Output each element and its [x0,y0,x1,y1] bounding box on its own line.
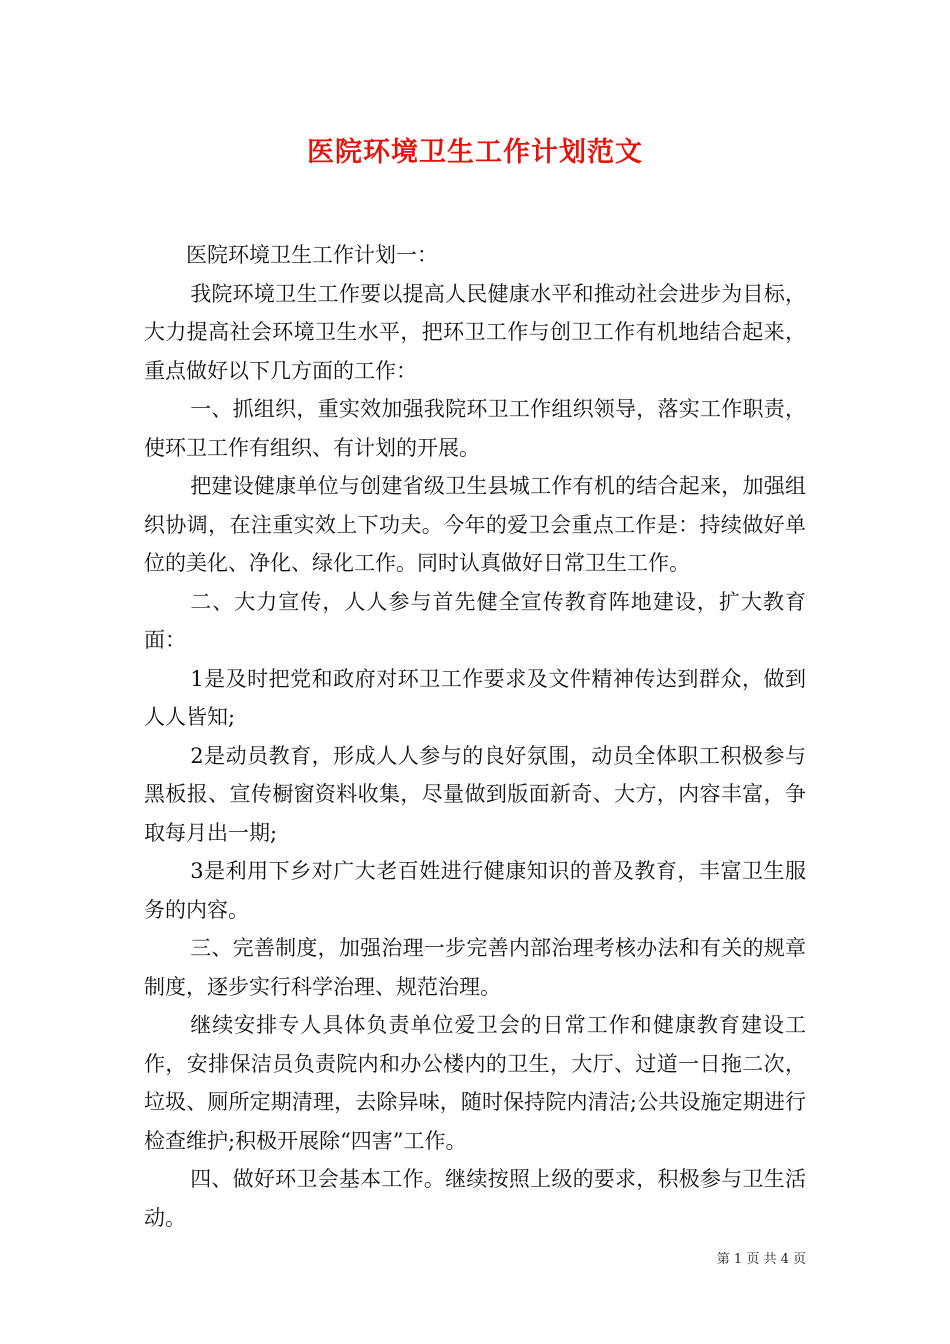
paragraph: 一、抓组织，重实效加强我院环卫工作组织领导，落实工作职责，使环卫工作有组织、有计划的开展。 [144,397,806,460]
paragraph: 继续安排专人具体负责单位爱卫会的日常工作和健康教育建设工作，安排保洁员负责院内和办公楼内的卫生，大厅、过道一日拖二次，垃圾、厕所定期清理，去除异味，随时保持院内清洁;公共设施定期进行检查维护;积极开展除“四害”工作。 [144,1013,806,1153]
paragraph: 医院环境卫生工作计划一： [186,243,438,267]
paragraph: 2是动员教育，形成人人参与的良好氛围，动员全体职工积极参与黑板报、宣传橱窗资料收集，尽量做到版面新奇、大方，内容丰富，争取每月出一期; [144,743,806,845]
paragraph: 3是利用下乡对广大老百姓进行健康知识的普及教育，丰富卫生服务的内容。 [144,859,806,922]
paragraph: 我院环境卫生工作要以提高人民健康水平和推动社会进步为目标，大力提高社会环境卫生水平，把环卫工作与创卫工作有机地结合起来，重点做好以下几方面的工作： [144,281,806,383]
document-title: 医院环境卫生工作计划范文 [307,137,643,168]
paragraph: 四、做好环卫会基本工作。继续按照上级的要求，积极参与卫生活动。 [144,1167,806,1230]
page-number: 第 1 页 共 4 页 [716,1252,806,1267]
paragraph: 二、大力宣传，人人参与首先健全宣传教育阵地建设，扩大教育面： [144,589,806,652]
document-body [144,236,806,1237]
paragraph: 把建设健康单位与创建省级卫生县城工作有机的结合起来，加强组织协调，在注重实效上下功夫。今年的爱卫会重点工作是：持续做好单位的美化、净化、绿化工作。同时认真做好日常卫生工作。 [144,474,806,575]
paragraph: 三、完善制度，加强治理一步完善内部治理考核办法和有关的规章制度，逐步实行科学治理、规范治理。 [144,936,806,999]
paragraph: 1是及时把党和政府对环卫工作要求及文件精神传达到群众，做到人人皆知; [144,666,806,729]
